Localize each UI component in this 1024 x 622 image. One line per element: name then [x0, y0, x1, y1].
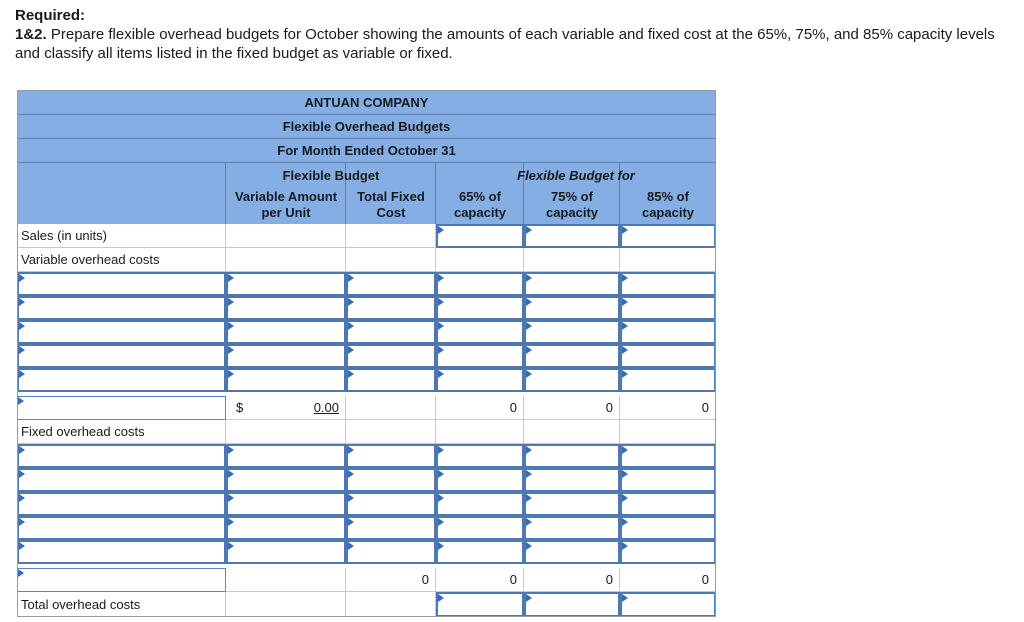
fixed-total-fixed: 0 [346, 568, 436, 592]
fixed-item-row [17, 468, 716, 492]
variable-total-cap75: 0 [524, 396, 620, 420]
cap65-line2: capacity [453, 205, 507, 220]
fixed-item-cap85-input[interactable] [620, 540, 716, 564]
report-title: Flexible Overhead Budgets [282, 119, 451, 134]
input-marker-icon [622, 226, 628, 234]
input-marker-icon [438, 322, 444, 330]
fixed-item-cap85-input[interactable] [620, 492, 716, 516]
variable-item-name-input[interactable] [17, 296, 226, 320]
input-marker-icon [19, 446, 25, 454]
input-marker-icon [18, 397, 24, 405]
requirement-tag: 1&2. [15, 26, 47, 43]
fixed-item-row [17, 516, 716, 540]
total-overhead-row [17, 592, 716, 617]
fixed-total-cap85: 0 [620, 568, 716, 592]
input-marker-icon [348, 370, 354, 378]
fixed-item-name-input[interactable] [17, 516, 226, 540]
input-marker-icon [526, 346, 532, 354]
total-overhead-cap65-input[interactable] [436, 592, 524, 617]
input-marker-icon [438, 494, 444, 502]
total-fixed-heading [346, 189, 436, 221]
fixed-item-cap85-input[interactable] [620, 468, 716, 492]
variable-item-cap65-input[interactable] [436, 272, 524, 296]
total-fixed-line2: Cost [376, 205, 406, 220]
fixed-item-row [17, 540, 716, 564]
fixed-item-cap85-input[interactable] [620, 516, 716, 540]
input-marker-icon [19, 322, 25, 330]
input-marker-icon [622, 470, 628, 478]
variable-amount-heading [226, 189, 346, 221]
fixed-item-cap65-input[interactable] [436, 540, 524, 564]
input-marker-icon [438, 298, 444, 306]
variable-item-cap85-input[interactable] [620, 296, 716, 320]
fixed-item-rate-input[interactable] [226, 444, 346, 468]
cap85-line2: capacity [641, 205, 695, 220]
fixed-overhead-row [17, 420, 716, 444]
fixed-item-name-input[interactable] [17, 444, 226, 468]
cap65-heading [436, 189, 524, 221]
input-marker-icon [438, 226, 444, 234]
input-marker-icon [622, 370, 628, 378]
fixed-item-row [17, 492, 716, 516]
sales-cap75-input[interactable] [524, 224, 620, 248]
cap85-heading [620, 189, 716, 221]
fixed-item-fixed-input[interactable] [346, 492, 436, 516]
cap75-heading [524, 189, 620, 221]
flexible-budget-heading: Flexible Budget [282, 168, 380, 183]
input-marker-icon [228, 298, 234, 306]
input-marker-icon [348, 470, 354, 478]
cap85-line1: 85% of [647, 189, 689, 204]
total-fixed-line1: Total Fixed [357, 189, 425, 204]
input-marker-icon [622, 518, 628, 526]
input-marker-icon [348, 518, 354, 526]
input-marker-icon [228, 322, 234, 330]
input-marker-icon [526, 226, 532, 234]
fixed-total-label-input[interactable] [17, 568, 226, 592]
sales-row [17, 224, 716, 248]
input-marker-icon [348, 346, 354, 354]
spacer-row [17, 392, 716, 394]
input-marker-icon [526, 446, 532, 454]
input-marker-icon [228, 274, 234, 282]
cap75-line2: capacity [545, 205, 599, 220]
input-marker-icon [228, 470, 234, 478]
sales-variable-cell [226, 224, 346, 248]
input-marker-icon [348, 322, 354, 330]
fixed-item-cap75-input[interactable] [524, 516, 620, 540]
sales-cap85-input[interactable] [620, 224, 716, 248]
input-marker-icon [19, 370, 25, 378]
variable-item-rate-input[interactable] [226, 272, 346, 296]
variable-amount-line2: per Unit [261, 205, 311, 220]
sales-fixed-cell [346, 224, 436, 248]
period-row [17, 138, 716, 162]
input-marker-icon [526, 322, 532, 330]
input-marker-icon [622, 346, 628, 354]
variable-amount-line1: Variable Amount [234, 189, 338, 204]
input-marker-icon [526, 594, 532, 602]
input-marker-icon [228, 346, 234, 354]
instructions [15, 6, 1010, 63]
fixed-item-rate-input[interactable] [226, 516, 346, 540]
sales-cap65-input[interactable] [436, 224, 524, 248]
input-marker-icon [526, 470, 532, 478]
label-column-header [17, 163, 226, 224]
variable-item-fixed-input[interactable] [346, 368, 436, 392]
flexible-budget-table [17, 90, 716, 617]
variable-item-cap65-input[interactable] [436, 320, 524, 344]
input-marker-icon [228, 370, 234, 378]
input-marker-icon [19, 470, 25, 478]
variable-item-cap75-input[interactable] [524, 296, 620, 320]
fixed-overhead-label: Fixed overhead costs [17, 420, 226, 444]
variable-item-cap65-input[interactable] [436, 368, 524, 392]
variable-item-cap65-input[interactable] [436, 344, 524, 368]
variable-total-row [17, 396, 716, 420]
variable-item-rate-input[interactable] [226, 296, 346, 320]
company-name-row [17, 90, 716, 114]
input-marker-icon [19, 542, 25, 550]
variable-overhead-label: Variable overhead costs [17, 248, 226, 272]
fixed-item-name-input[interactable] [17, 492, 226, 516]
input-marker-icon [228, 446, 234, 454]
variable-item-cap85-input[interactable] [620, 272, 716, 296]
fixed-item-cap65-input[interactable] [436, 444, 524, 468]
fixed-item-rate-input[interactable] [226, 468, 346, 492]
empty-cell [346, 592, 436, 617]
fixed-item-cap65-input[interactable] [436, 492, 524, 516]
input-marker-icon [19, 346, 25, 354]
input-marker-icon [228, 542, 234, 550]
title-row [17, 114, 716, 138]
input-marker-icon [19, 298, 25, 306]
column-headers [17, 162, 716, 224]
fixed-item-cap75-input[interactable] [524, 444, 620, 468]
empty-cell [226, 420, 346, 444]
cap65-line1: 65% of [459, 189, 501, 204]
input-marker-icon [526, 274, 532, 282]
empty-cell [436, 248, 524, 272]
input-marker-icon [438, 594, 444, 602]
fixed-item-rate-input[interactable] [226, 540, 346, 564]
variable-item-fixed-input[interactable] [346, 272, 436, 296]
fixed-total-cap75: 0 [524, 568, 620, 592]
input-marker-icon [526, 298, 532, 306]
input-marker-icon [228, 518, 234, 526]
variable-item-name-input[interactable] [17, 344, 226, 368]
input-marker-icon [19, 518, 25, 526]
input-marker-icon [622, 274, 628, 282]
variable-overhead-row [17, 248, 716, 272]
fixed-item-cap75-input[interactable] [524, 468, 620, 492]
input-marker-icon [526, 542, 532, 550]
input-marker-icon [622, 594, 628, 602]
variable-item-cap85-input[interactable] [620, 368, 716, 392]
variable-item-row [17, 344, 716, 368]
fixed-item-cap85-input[interactable] [620, 444, 716, 468]
fixed-total-row [17, 568, 716, 592]
input-marker-icon [622, 446, 628, 454]
empty-cell [226, 248, 346, 272]
input-marker-icon [348, 542, 354, 550]
variable-total-cap85: 0 [620, 396, 716, 420]
variable-item-row [17, 272, 716, 296]
fixed-item-name-input[interactable] [17, 468, 226, 492]
input-marker-icon [348, 298, 354, 306]
flexible-budget-for-heading: Flexible Budget for [517, 168, 635, 183]
input-marker-icon [348, 446, 354, 454]
fixed-item-cap75-input[interactable] [524, 492, 620, 516]
variable-item-row [17, 368, 716, 392]
input-marker-icon [228, 494, 234, 502]
variable-total-rate-cell [226, 396, 346, 420]
empty-cell [524, 248, 620, 272]
variable-item-cap75-input[interactable] [524, 368, 620, 392]
company-name: ANTUAN COMPANY [304, 95, 429, 110]
input-marker-icon [438, 346, 444, 354]
variable-item-name-input[interactable] [17, 368, 226, 392]
empty-cell [620, 248, 716, 272]
input-marker-icon [622, 494, 628, 502]
variable-item-cap75-input[interactable] [524, 320, 620, 344]
variable-item-cap75-input[interactable] [524, 272, 620, 296]
variable-item-fixed-input[interactable] [346, 320, 436, 344]
variable-item-cap75-input[interactable] [524, 344, 620, 368]
fixed-item-cap65-input[interactable] [436, 516, 524, 540]
empty-cell [346, 420, 436, 444]
input-marker-icon [438, 518, 444, 526]
input-marker-icon [348, 494, 354, 502]
total-overhead-cap85-input[interactable] [620, 592, 716, 617]
currency-symbol: $ [236, 400, 244, 415]
cap75-line1: 75% of [551, 189, 593, 204]
variable-item-fixed-input[interactable] [346, 296, 436, 320]
input-marker-icon [526, 518, 532, 526]
input-marker-icon [438, 274, 444, 282]
variable-item-rate-input[interactable] [226, 368, 346, 392]
input-marker-icon [348, 274, 354, 282]
fixed-total-rate-cell [226, 568, 346, 592]
input-marker-icon [438, 470, 444, 478]
fixed-item-name-input[interactable] [17, 540, 226, 564]
empty-cell [226, 592, 346, 617]
fixed-item-cap65-input[interactable] [436, 468, 524, 492]
input-marker-icon [438, 446, 444, 454]
variable-total-label-input[interactable] [17, 396, 226, 420]
variable-item-rate-input[interactable] [226, 320, 346, 344]
variable-item-cap65-input[interactable] [436, 296, 524, 320]
input-marker-icon [18, 569, 24, 577]
input-marker-icon [438, 370, 444, 378]
report-period: For Month Ended October 31 [277, 143, 456, 158]
total-overhead-cap75-input[interactable] [524, 592, 620, 617]
fixed-item-fixed-input[interactable] [346, 468, 436, 492]
fixed-item-fixed-input[interactable] [346, 444, 436, 468]
variable-item-row [17, 296, 716, 320]
input-marker-icon [19, 274, 25, 282]
empty-cell [436, 420, 524, 444]
fixed-item-fixed-input[interactable] [346, 516, 436, 540]
fixed-item-rate-input[interactable] [226, 492, 346, 516]
input-marker-icon [526, 494, 532, 502]
input-marker-icon [622, 298, 628, 306]
instruction-text [15, 25, 1010, 63]
input-marker-icon [19, 494, 25, 502]
empty-cell [524, 420, 620, 444]
fixed-total-cap65: 0 [436, 568, 524, 592]
variable-item-name-input[interactable] [17, 320, 226, 344]
empty-cell [346, 248, 436, 272]
input-marker-icon [526, 370, 532, 378]
variable-item-row [17, 320, 716, 344]
variable-item-cap85-input[interactable] [620, 344, 716, 368]
variable-item-cap85-input[interactable] [620, 320, 716, 344]
variable-total-cap65: 0 [436, 396, 524, 420]
sales-label: Sales (in units) [17, 224, 226, 248]
variable-item-fixed-input[interactable] [346, 344, 436, 368]
input-marker-icon [438, 542, 444, 550]
variable-total-rate: 0.00 [313, 400, 339, 415]
fixed-item-row [17, 444, 716, 468]
fixed-item-fixed-input[interactable] [346, 540, 436, 564]
variable-total-fixed-cell [346, 396, 436, 420]
requirement-text: Prepare flexible overhead budgets for October showing the amounts of each variable and fixed cost at the 65%, 75%, and 85% capacity levels and classify all items listed in the fixed budget as variable or fixed. [15, 26, 995, 62]
variable-item-rate-input[interactable] [226, 344, 346, 368]
empty-cell [620, 420, 716, 444]
fixed-item-cap75-input[interactable] [524, 540, 620, 564]
input-marker-icon [622, 322, 628, 330]
input-marker-icon [622, 542, 628, 550]
required-label: Required: [15, 7, 86, 24]
variable-item-name-input[interactable] [17, 272, 226, 296]
total-overhead-label: Total overhead costs [17, 592, 226, 617]
